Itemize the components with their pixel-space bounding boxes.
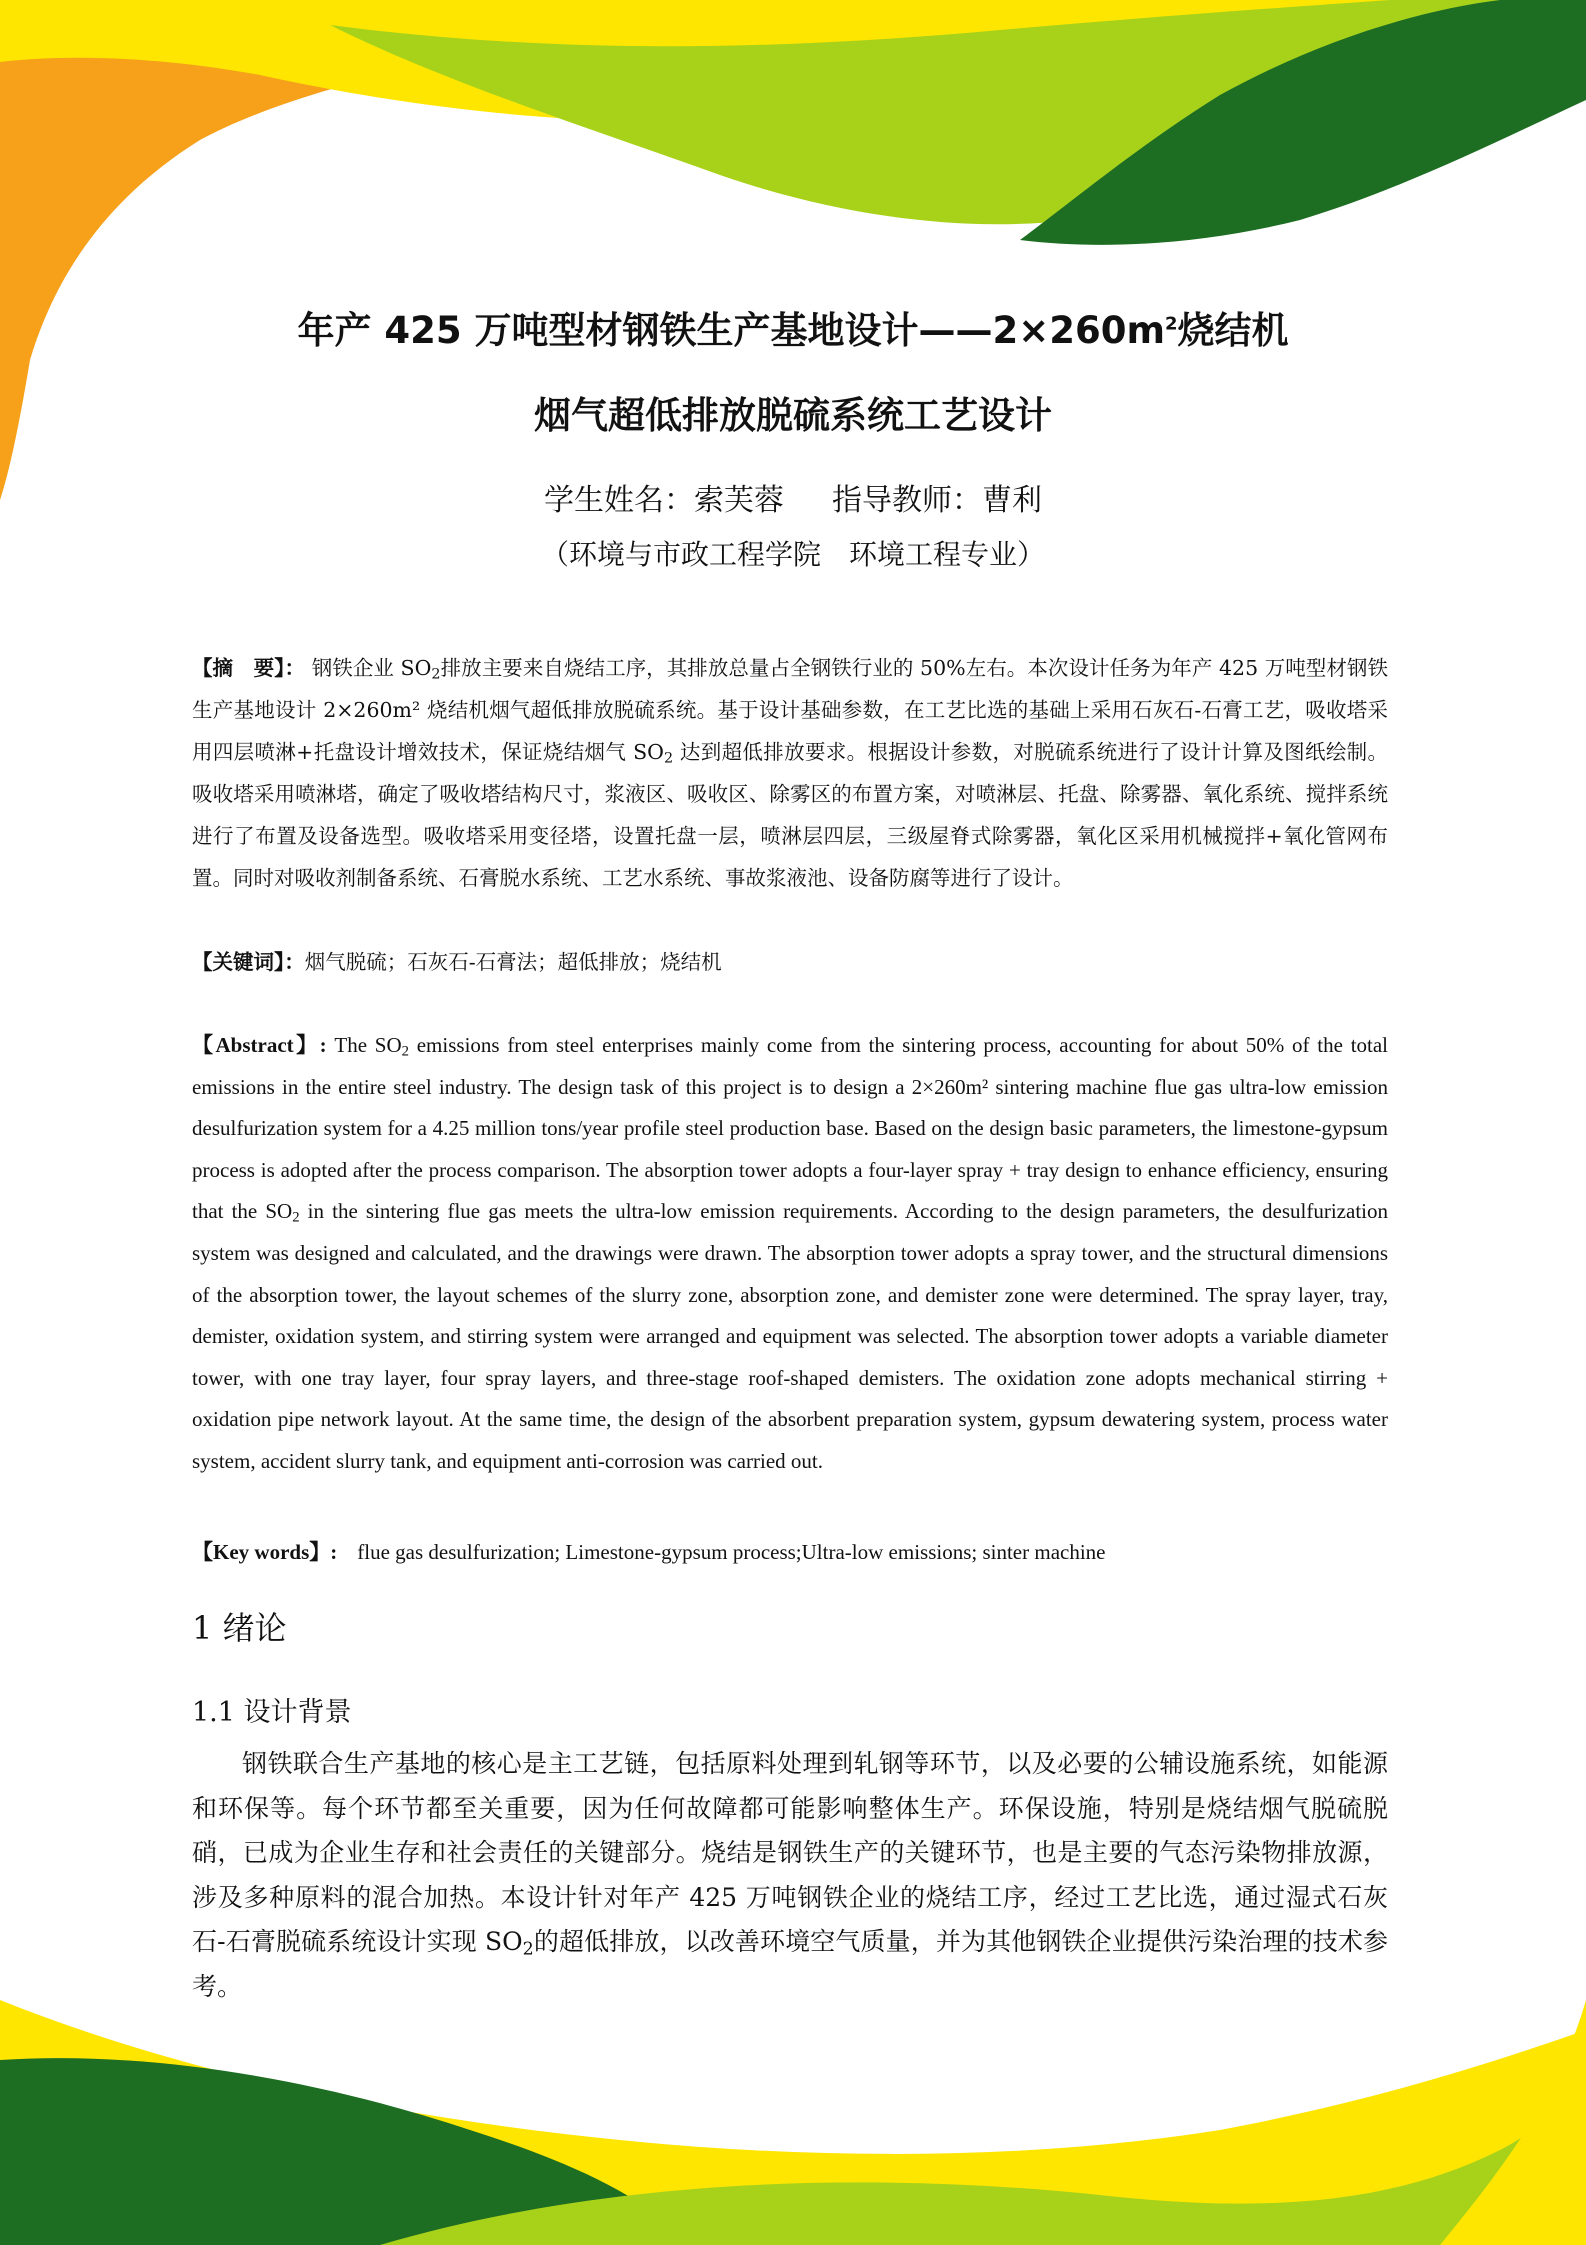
chinese-keywords-label: 【关键词】： — [192, 950, 305, 974]
english-keywords — [192, 1532, 1388, 1572]
background-paragraph-text-2: 的超低排放，以改善环境空气质量，并为其他钢铁企业提供污染治理的技术参考。 — [192, 1927, 1388, 2001]
chinese-abstract-text-2: 排放主要来自烧结工序，其排放总量占全钢铁行业的 50%左右。本次设计任务为年产 425 万吨型材钢铁生产基地设计 2×260m² 烧结机烟气超低排放脱硫系统。基于设计基础参数，在工艺比选的基础上采用石灰石-石膏工艺，吸收塔采用四层喷淋+托盘设计增效技术，保证烧结烟气 SO — [192, 656, 1388, 764]
major-name: 环境工程专业） — [849, 538, 1046, 571]
english-abstract-text-3: in the sintering flue gas meets the ultra-low emission requirements. According to the design parameters, the desulfurization system was designed and calculated, and the drawings were drawn. The absorption tower adopts a spray tower, and the structural dimensions of the absorption tower, the layout schemes of the slurry zone, absorption zone, and demister zone were determined. The spray layer, tray, demister, oxidation system, and stirring system were arranged and equipment was selected. The absorption tower adopts a variable diameter tower, with one tray layer, four spray layers, and three-stage roof-shaped demisters. The oxidation zone adopts mechanical stirring + oxidation pipe network layout. At the same time, the design of the absorbent preparation system, gypsum dewatering system, process water system, accident slurry tank, and equipment anti-corrosion was carried out. — [192, 1199, 1388, 1473]
english-abstract-label: 【Abstract】: — [192, 1033, 327, 1057]
chinese-abstract — [192, 647, 1388, 899]
chinese-keywords — [192, 941, 1388, 983]
title-line-1-superscript: 2 — [1165, 313, 1178, 335]
english-abstract-subscript-1: 2 — [401, 1043, 409, 1060]
paper-title-line-1 — [0, 300, 1586, 354]
english-keywords-text: flue gas desulfurization; Limestone-gypsum process;Ultra-low emissions; sinter machine — [357, 1540, 1106, 1564]
affiliation-line — [0, 533, 1586, 573]
advisor-name: 指导教师：曹利 — [832, 483, 1042, 518]
english-abstract-text-1: The SO — [326, 1033, 402, 1057]
chinese-abstract-label: 【摘 要】： — [192, 656, 306, 680]
background-paragraph-subscript: 2 — [522, 1939, 534, 1960]
english-abstract-text-2: emissions from steel enterprises mainly come from the sintering process, accounting for about 50% of the total emissions in the entire steel industry. The design task of this project is to design a 2×260m² sintering machine flue gas ultra-low emission desulfurization system for a 4.25 million tons/year profile steel production base. Based on the design basic parameters, the limestone-gypsum process is adopted after the process comparison. The absorption tower adopts a four-layer spray + tray design to enhance efficiency, ensuring that the SO — [192, 1033, 1389, 1224]
title-line-1-tail: 烧结机 — [1177, 309, 1289, 352]
english-keywords-label: 【Key words】: — [192, 1540, 338, 1564]
chinese-abstract-text-3: 达到超低排放要求。根据设计参数，对脱硫系统进行了设计计算及图纸绘制。吸收塔采用喷淋塔，确定了吸收塔结构尺寸，浆液区、吸收区、除雾区的布置方案，对喷淋层、托盘、除雾器、氧化系统、搅拌系统进行了布置及设备选型。吸收塔采用变径塔，设置托盘一层，喷淋层四层，三级屋脊式除雾器，氧化区采用机械搅拌+氧化管网布置。同时对吸收剂制备系统、石膏脱水系统、工艺水系统、事故浆液池、设备防腐等进行了设计。 — [192, 740, 1389, 890]
chinese-abstract-subscript-1: 2 — [431, 666, 441, 683]
background-paragraph-text-1: 钢铁联合生产基地的核心是主工艺链，包括原料处理到轧钢等环节，以及必要的公辅设施系统，如能源和环保等。每个环节都至关重要，因为任何故障都可能影响整体生产。环保设施，特别是烧结烟气脱硫脱硝，已成为企业生存和社会责任的关键部分。烧结是钢铁生产的关键环节，也是主要的气态污染物排放源，涉及多种原料的混合加热。本设计针对年产 425 万吨钢铁企业的烧结工序，经过工艺比选，通过湿式石灰石-石膏脱硫系统设计实现 SO — [192, 1749, 1388, 1956]
english-abstract — [192, 1025, 1388, 1483]
author-line — [0, 475, 1586, 519]
background-paragraph — [192, 1742, 1388, 2009]
student-name: 学生姓名：索芙蓉 — [544, 483, 784, 518]
chinese-keywords-text: 烟气脱硫；石灰石-石膏法；超低排放；烧结机 — [304, 950, 722, 974]
english-abstract-subscript-2: 2 — [292, 1210, 300, 1227]
title-line-1-main: 年产 425 万吨型材钢铁生产基地设计——2×260m — [297, 309, 1165, 352]
section-heading-1: 1 绪论 — [192, 1609, 287, 1647]
chinese-abstract-subscript-2: 2 — [663, 750, 674, 767]
paper-title-line-2: 烟气超低排放脱硫系统工艺设计 — [534, 394, 1052, 437]
college-name: （环境与市政工程学院 — [540, 538, 821, 571]
section-heading-1-1: 1.1 设计背景 — [192, 1697, 352, 1728]
chinese-abstract-text-1: 钢铁企业 SO — [305, 656, 432, 680]
